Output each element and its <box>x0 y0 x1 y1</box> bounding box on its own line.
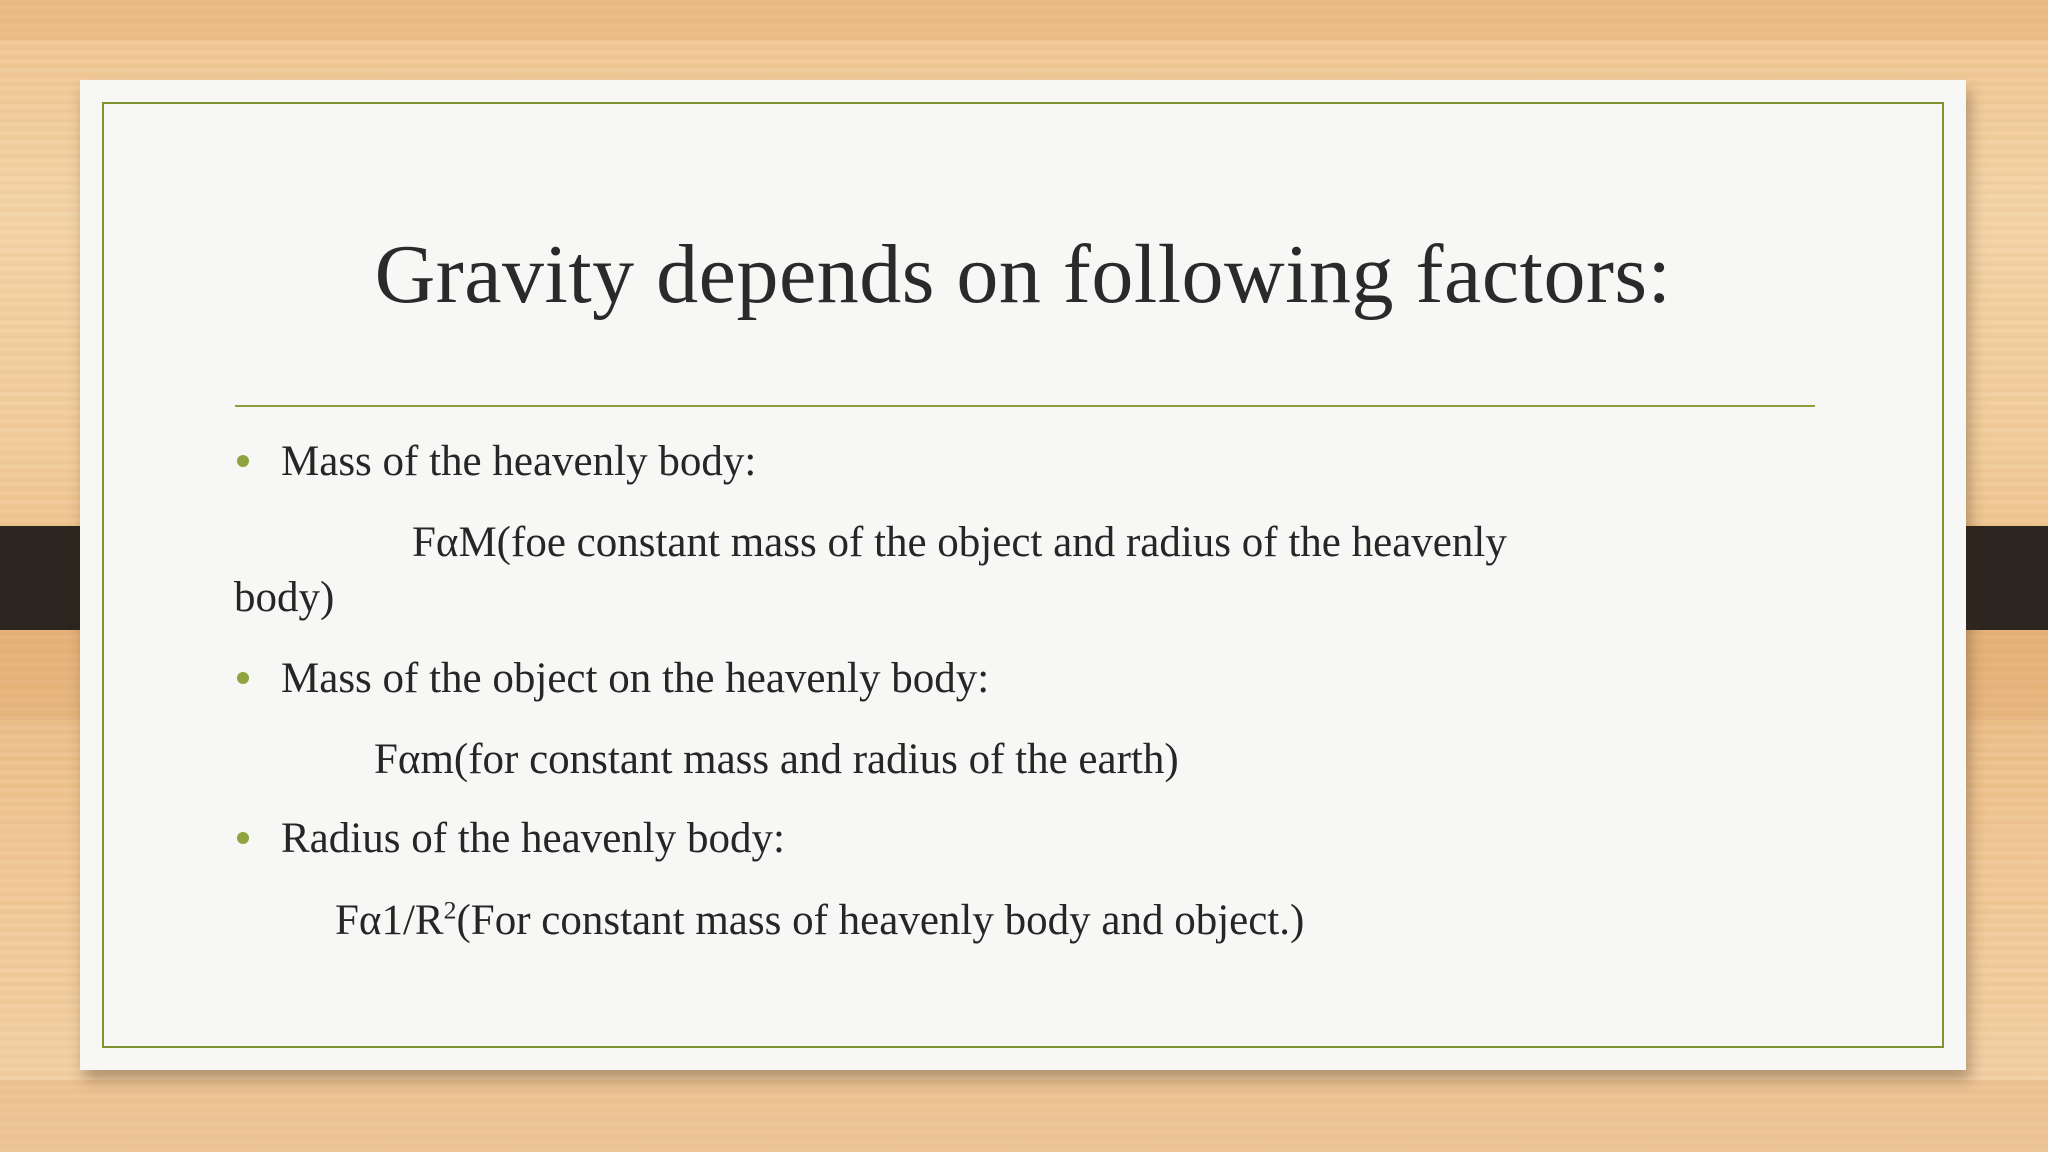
formula-3 <box>335 893 1304 949</box>
formula-1: FαM(foe constant mass of the object and radius of the heavenly <box>412 519 1507 566</box>
bullet-heading-2: Mass of the object on the heavenly body: <box>281 655 990 702</box>
formula-1-wrap: body) <box>234 574 335 621</box>
slide-title: Gravity depends on following factors: <box>374 228 1672 321</box>
formula-3-exponent: 2 <box>443 895 457 925</box>
wood-grain <box>0 0 2048 40</box>
bullet-heading-1: Mass of the heavenly body: <box>281 438 757 485</box>
bullet-heading-3: Radius of the heavenly body: <box>281 815 785 862</box>
bullet-dot <box>237 672 249 684</box>
formula-3-suffix: (For constant mass of heavenly body and object.) <box>456 897 1305 944</box>
wood-grain <box>0 1080 2048 1152</box>
bullet-dot <box>237 455 249 467</box>
formula-2: Fαm(for constant mass and radius of the earth) <box>374 736 1179 783</box>
bullet-dot <box>237 832 249 844</box>
formula-3-prefix: Fα1/R <box>335 897 444 944</box>
slide-card <box>80 80 1966 1070</box>
title-divider <box>235 405 1815 407</box>
